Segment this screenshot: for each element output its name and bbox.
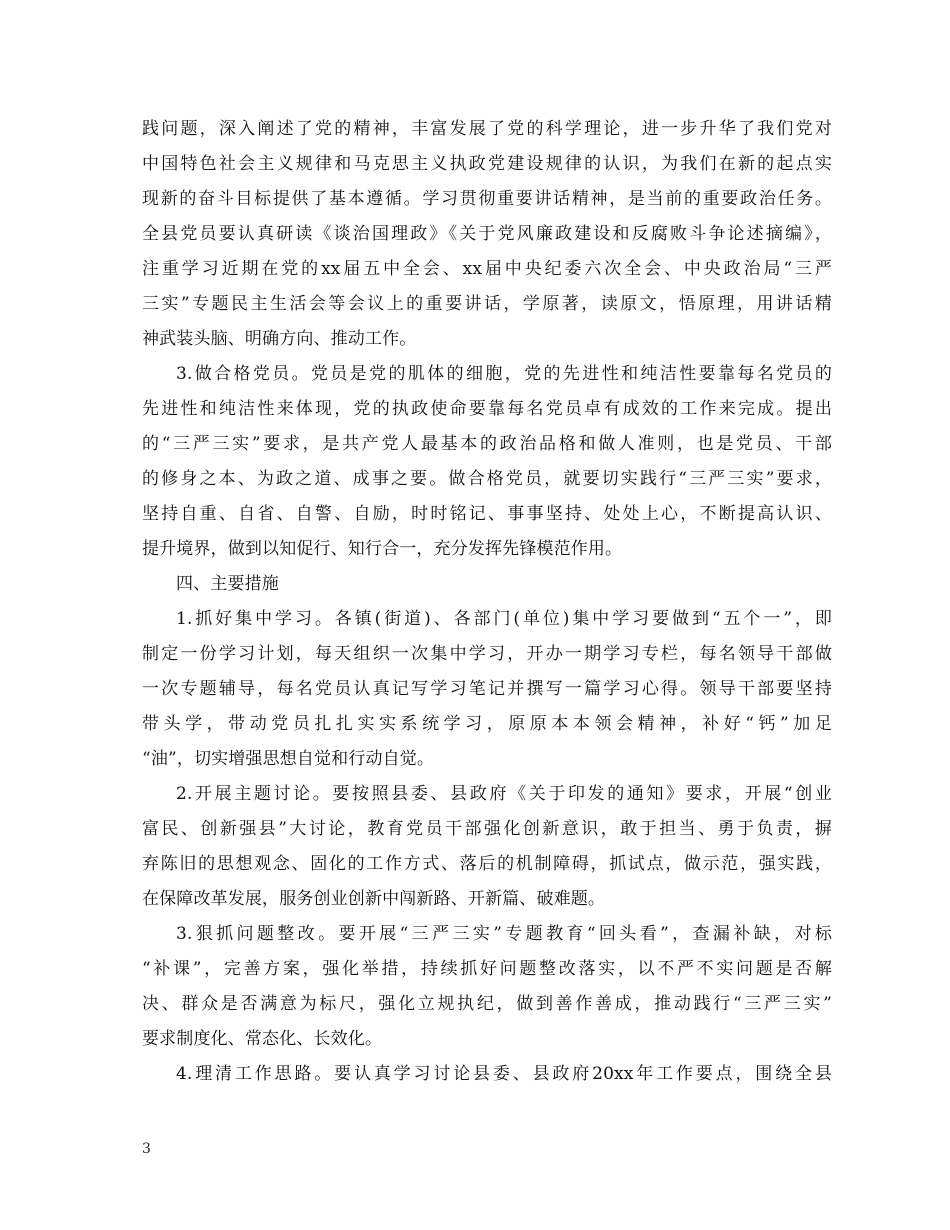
text-line: 中国特色社会主义规律和马克思主义执政党建设规律的认识，为我们在新的起点实 bbox=[142, 154, 832, 174]
document-body bbox=[142, 112, 832, 1092]
text-line: 制定一份学习计划，每天组织一次集中学习，开办一期学习专栏，每名领导干部做 bbox=[142, 644, 832, 664]
paragraph-start-line: 2.开展主题讨论。要按照县委、县政府《关于印发的通知》要求，开展“创业 bbox=[176, 784, 832, 804]
paragraph-start-line: 4.理清工作思路。要认真学习讨论县委、县政府20xx年工作要点，围绕全县 bbox=[176, 1064, 832, 1084]
text-line: 决、群众是否满意为标尺，强化立规执纪，做到善作善成，推动践行“三严三实” bbox=[142, 994, 832, 1014]
page-number: 3 bbox=[142, 1141, 151, 1157]
text-line: “油”，切实增强思想自觉和行动自觉。 bbox=[142, 749, 435, 769]
text-line: 在保障改革发展，服务创业创新中闯新路、开新篇、破难题。 bbox=[142, 889, 606, 909]
text-line: 践问题，深入阐述了党的精神，丰富发展了党的科学理论，进一步升华了我们党对 bbox=[142, 119, 832, 139]
text-line: “补课”，完善方案，强化举措，持续抓好问题整改落实，以不严不实问题是否解 bbox=[142, 959, 832, 979]
text-line: 现新的奋斗目标提供了基本遵循。学习贯彻重要讲话精神，是当前的重要政治任务。 bbox=[142, 189, 832, 209]
paragraph-start-line: 1.抓好集中学习。各镇(街道)、各部门(单位)集中学习要做到“五个一”，即 bbox=[176, 609, 832, 629]
section-heading: 四、主要措施 bbox=[176, 574, 279, 594]
text-line: 一次专题辅导，每名党员认真记写学习笔记并撰写一篇学习心得。领导干部要坚持 bbox=[142, 679, 832, 699]
text-line: 提升境界，做到以知促行、知行合一，充分发挥先锋模范作用。 bbox=[142, 539, 623, 559]
text-line: 全县党员要认真研读《谈治国理政》《关于党风廉政建设和反腐败斗争论述摘编》， bbox=[142, 224, 832, 244]
text-line: 的“三严三实”要求，是共产党人最基本的政治品格和做人准则，也是党员、干部 bbox=[142, 434, 832, 454]
text-line: 的修身之本、为政之道、成事之要。做合格党员，就要切实践行“三严三实”要求， bbox=[142, 469, 832, 489]
paragraph-start-line: 3.狠抓问题整改。要开展“三严三实”专题教育“回头看”，查漏补缺，对标 bbox=[176, 924, 832, 944]
text-line: 弃陈旧的思想观念、固化的工作方式、落后的机制障碍，抓试点，做示范，强实践， bbox=[142, 854, 832, 874]
text-line: 注重学习近期在党的xx届五中全会、xx届中央纪委六次全会、中央政治局“三严 bbox=[142, 259, 832, 279]
text-line: 先进性和纯洁性来体现，党的执政使命要靠每名党员卓有成效的工作来完成。提出 bbox=[142, 399, 832, 419]
text-line: 要求制度化、常态化、长效化。 bbox=[142, 1029, 383, 1049]
text-line: 带头学，带动党员扎扎实实系统学习，原原本本领会精神，补好“钙”加足 bbox=[142, 714, 832, 734]
text-line: 神武装头脑、明确方向、推动工作。 bbox=[142, 329, 417, 349]
text-line: 坚持自重、自省、自警、自励，时时铭记、事事坚持、处处上心，不断提高认识、 bbox=[142, 504, 832, 524]
paragraph-start-line: 3.做合格党员。党员是党的肌体的细胞，党的先进性和纯洁性要靠每名党员的 bbox=[176, 364, 832, 384]
text-line: 富民、创新强县”大讨论，教育党员干部强化创新意识，敢于担当、勇于负责，摒 bbox=[142, 819, 832, 839]
text-line: 三实”专题民主生活会等会议上的重要讲话，学原著，读原文，悟原理，用讲话精 bbox=[142, 294, 832, 314]
